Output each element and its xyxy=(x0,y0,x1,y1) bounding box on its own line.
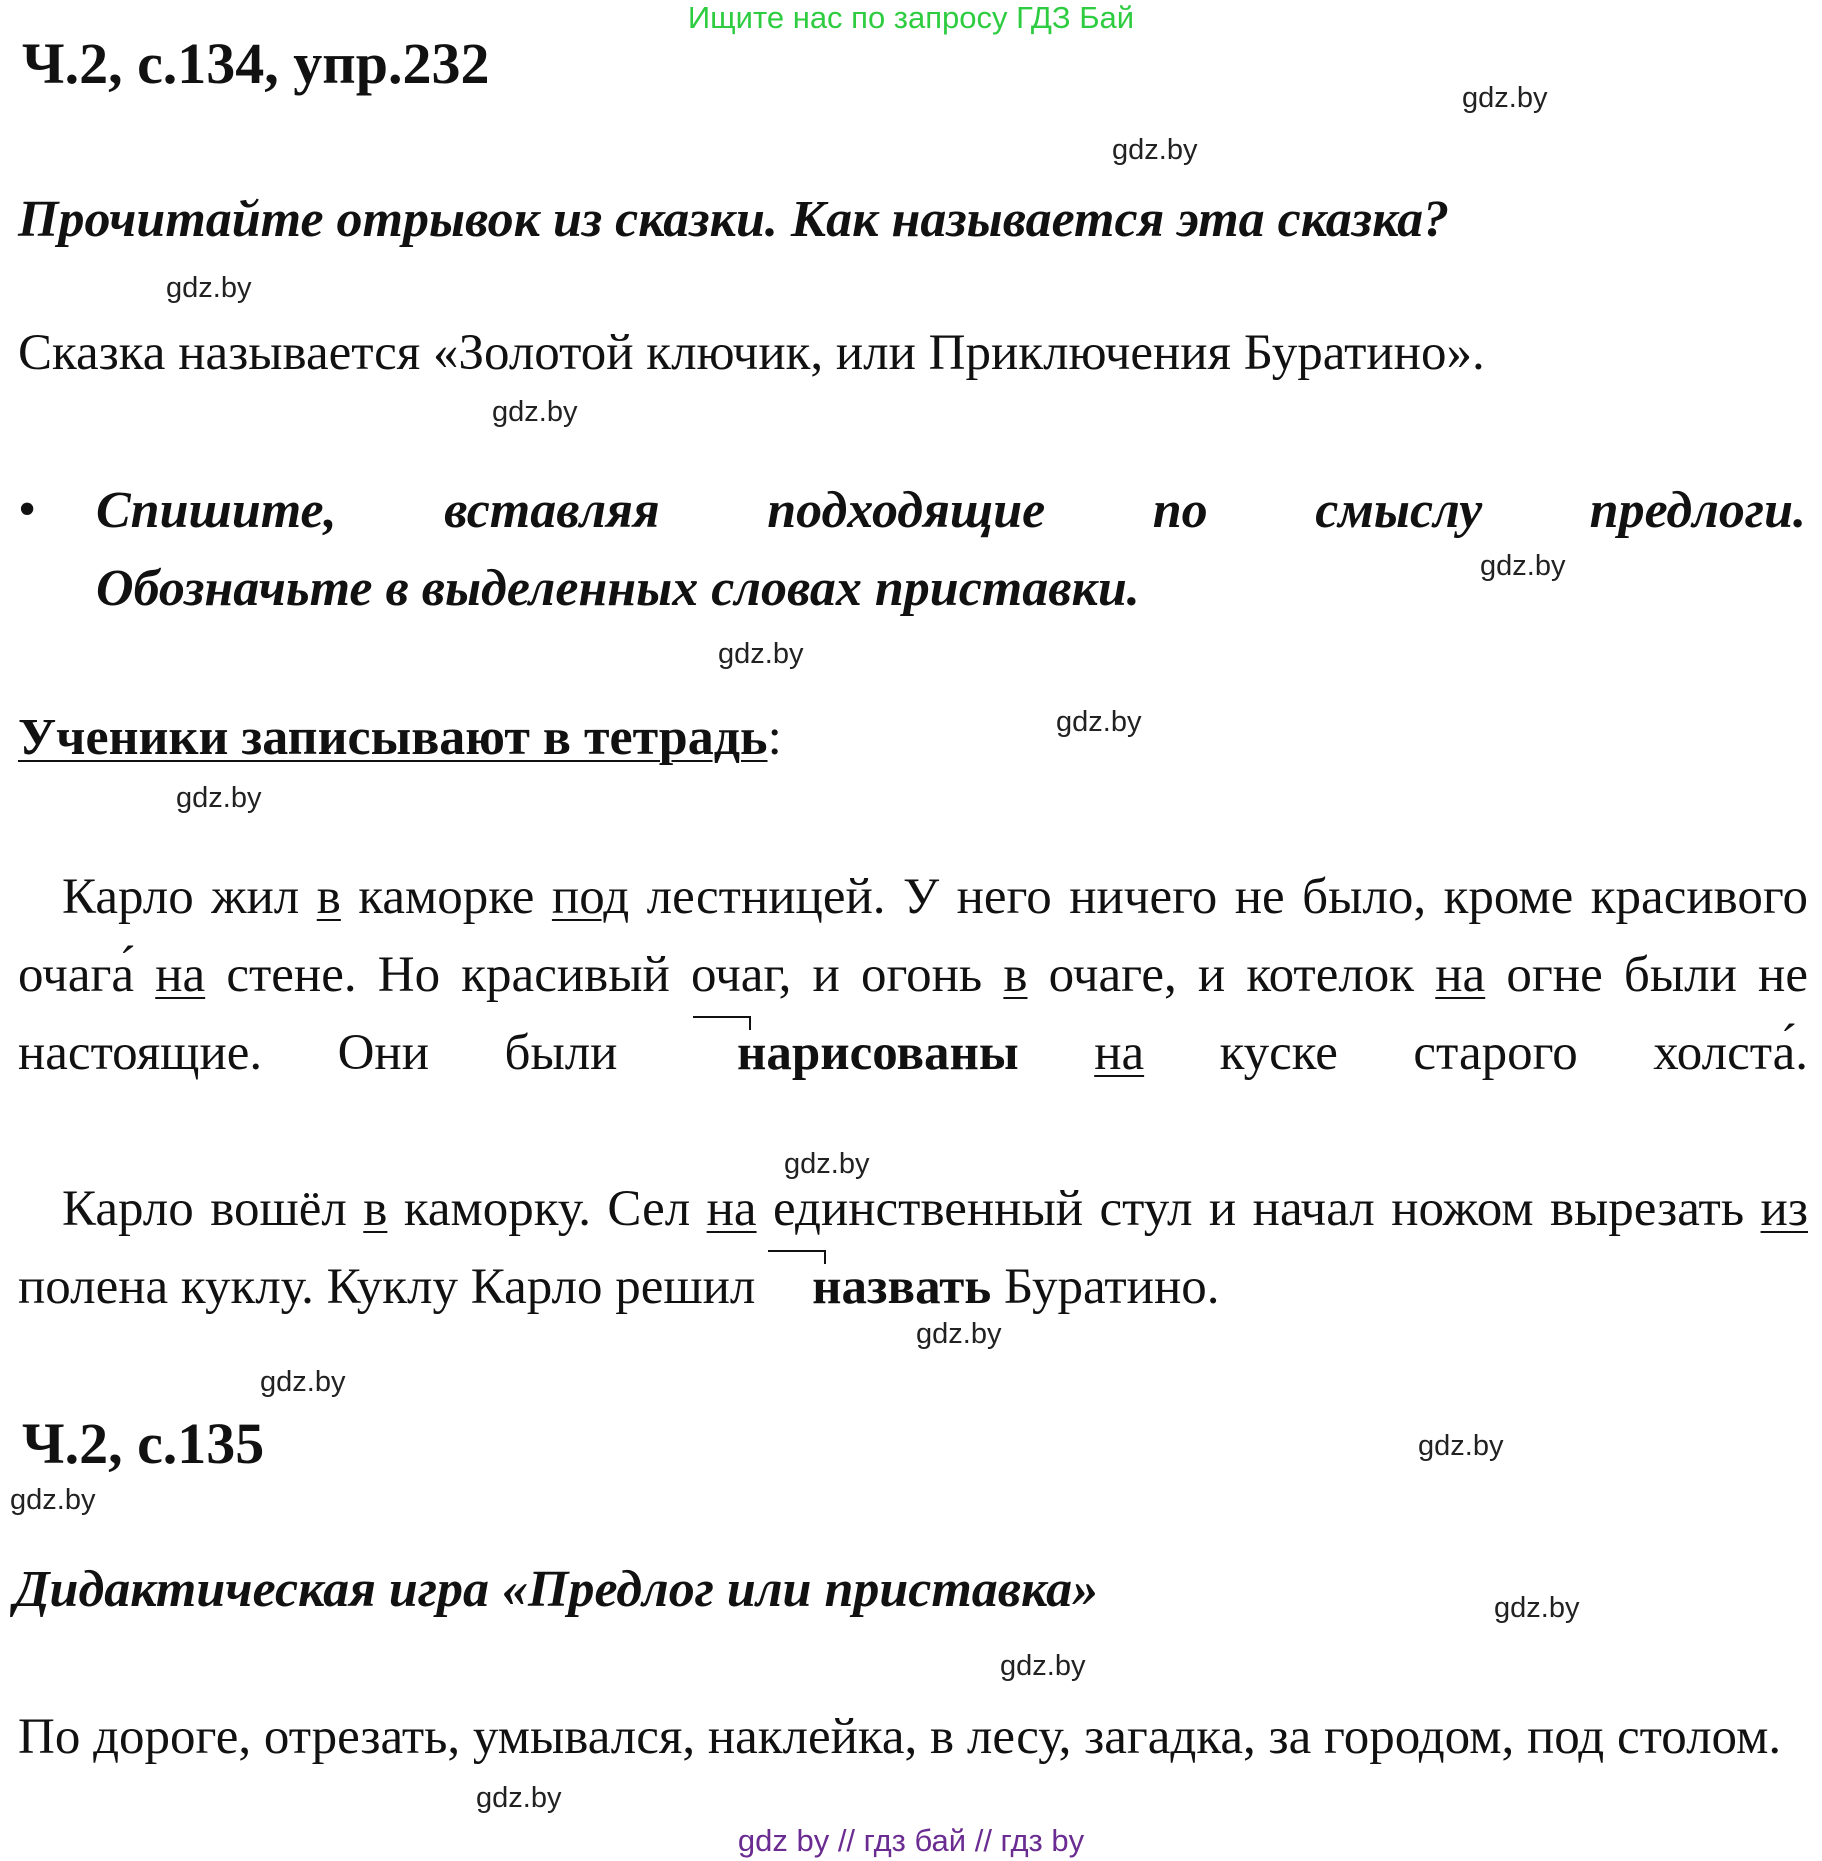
word-root: звать xyxy=(867,1259,992,1315)
watermark: gdz.by xyxy=(1418,1430,1504,1462)
prefix: на xyxy=(812,1259,868,1315)
preposition: на xyxy=(155,947,206,1003)
watermark: gdz.by xyxy=(476,1782,562,1814)
text-fragment: огне были не настоящие. Они были xyxy=(18,947,1808,1081)
watermark: gdz.by xyxy=(1056,706,1142,738)
prefix-mark xyxy=(768,1250,826,1264)
page-heading-2: Ч.2, с.135 xyxy=(22,1411,265,1476)
watermark: gdz.by xyxy=(1462,82,1548,114)
text-fragment: лестницей. У него ничего не было, кроме красивого очага́ xyxy=(18,869,1809,1003)
preposition: из xyxy=(1760,1181,1808,1237)
students-label-wrap xyxy=(18,708,782,767)
text-fragment: Карло жил xyxy=(62,869,317,925)
text-fragment: единственный стул и начал ножом вырезать xyxy=(756,1181,1761,1237)
text-fragment xyxy=(1019,1025,1094,1081)
page-heading-1: Ч.2, с.134, упр.232 xyxy=(22,31,490,96)
text-fragment: очаге, и котелок xyxy=(1027,947,1436,1003)
watermark: gdz.by xyxy=(916,1318,1002,1350)
preposition: на xyxy=(1435,947,1486,1003)
story-paragraph-1 xyxy=(18,858,1808,1092)
watermark: gdz.by xyxy=(1112,134,1198,166)
watermark: gdz.by xyxy=(1000,1650,1086,1682)
search-banner: Ищите нас по запросу ГДЗ Бай xyxy=(687,0,1135,35)
text-fragment: стене. Но красивый очаг, и огонь xyxy=(205,947,1004,1003)
text-fragment: полена куклу. Куклу Карло решил xyxy=(18,1259,769,1315)
task-question-3: Дидактическая игра «Предлог или приставка» xyxy=(14,1561,1099,1618)
text-fragment: каморку. Сел xyxy=(387,1181,707,1237)
preposition: в xyxy=(316,869,341,925)
text-fragment: куске старого холста́. xyxy=(1144,1025,1808,1081)
students-colon: : xyxy=(767,709,782,766)
watermark: gdz.by xyxy=(176,782,262,814)
text-fragment: Карло вошёл xyxy=(62,1181,364,1237)
word-root: рисованы xyxy=(791,1025,1019,1081)
task-instruction-line-2: Обозначьте в выделенных словах приставки. xyxy=(96,560,1140,617)
prefix-mark xyxy=(693,1016,751,1030)
footer-links: gdz by // гдз бай // гдз by xyxy=(737,1823,1085,1858)
watermark: gdz.by xyxy=(718,638,804,670)
highlighted-word-nazvat xyxy=(768,1248,991,1326)
text-fragment: Буратино. xyxy=(991,1259,1220,1315)
prefix: на xyxy=(736,1025,792,1081)
preposition: в xyxy=(1003,947,1028,1003)
preposition: в xyxy=(363,1181,388,1237)
preposition: на xyxy=(1094,1025,1145,1081)
task-question-1: Прочитайте отрывок из сказки. Как называется эта сказка? xyxy=(18,191,1450,248)
answer-3: По дороге, отрезать, умывался, наклейка, в лесу, загадка, за городом, под столом. xyxy=(18,1709,1782,1765)
highlighted-word-narisovany xyxy=(693,1014,1019,1092)
bullet-marker: • xyxy=(18,481,37,538)
watermark: gdz.by xyxy=(10,1484,96,1516)
watermark: gdz.by xyxy=(166,272,252,304)
preposition: на xyxy=(706,1181,757,1237)
watermark: gdz.by xyxy=(784,1148,870,1180)
watermark: gdz.by xyxy=(492,396,578,428)
watermark: gdz.by xyxy=(1480,550,1566,582)
watermark: gdz.by xyxy=(1494,1592,1580,1624)
story-paragraph-2 xyxy=(18,1170,1808,1326)
preposition: под xyxy=(551,869,630,925)
watermark: gdz.by xyxy=(260,1366,346,1398)
text-fragment: каморке xyxy=(340,869,552,925)
task-instruction-line-1: Спишите, вставляя подходящие по смыслу предлоги. xyxy=(96,482,1806,539)
students-label: Ученики записывают в тетрадь xyxy=(18,709,768,766)
answer-1: Сказка называется «Золотой ключик, или Приключения Буратино». xyxy=(18,325,1485,381)
